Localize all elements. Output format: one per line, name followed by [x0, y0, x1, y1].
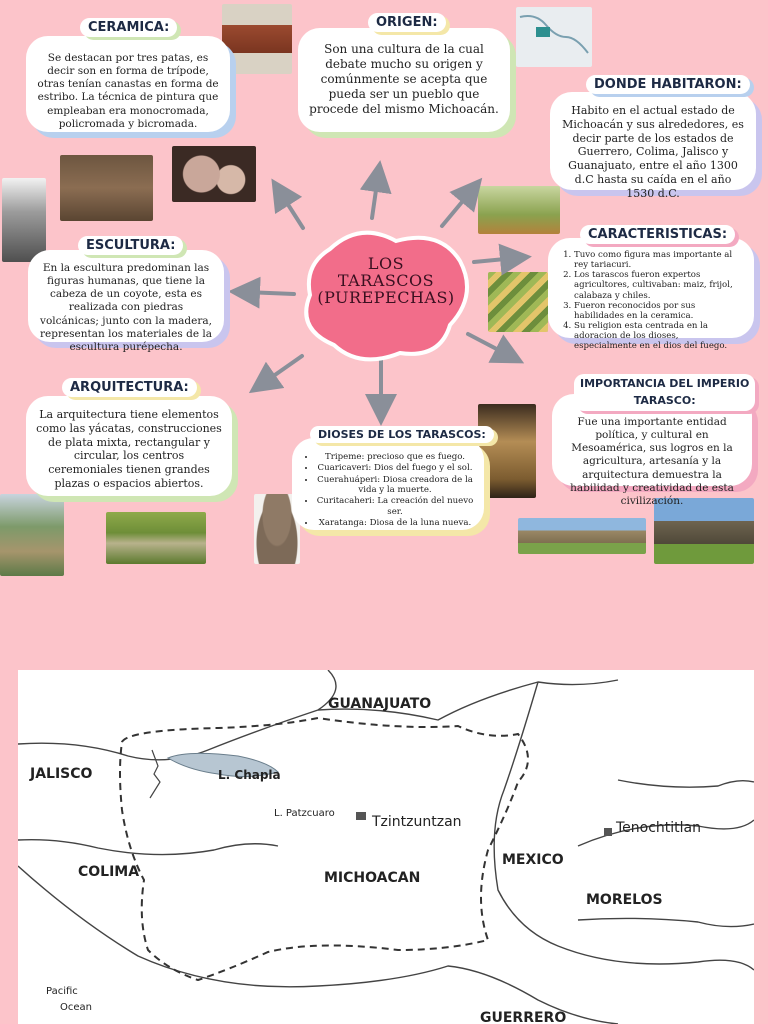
importancia-label-line2: TARASCO:: [633, 393, 696, 407]
dios-item: • Tripeme: precioso que es fuego.: [316, 452, 474, 462]
importancia-text: Fue una importante entidad política, y cultural en Mesoamérica, sus logros en la agricultura, artesanía y la arquitectura demuestra la habilidad y creatividad de esta civilización.: [570, 416, 734, 507]
importancia-label-line1: IMPORTANCIA DEL IMPERIO: [580, 377, 750, 390]
dios-item: • Curitacaheri: La creación del nuevo ser.: [316, 496, 474, 517]
map-label-morelos: MORELOS: [586, 892, 663, 908]
origen-label: ORIGEN:: [368, 13, 446, 32]
caracteristica-item: 2. Los tarascos fueron expertos agricultores, cultivaban: maiz, frijol, calabaza y chiles.: [574, 270, 744, 300]
caracteristicas-label: CARACTERISTICAS:: [580, 225, 735, 244]
ceramica-text: Se destacan por tres patas, es decir son en forma de trípode, otras tenían canastas en forma de estribo. La técnica de pintura que empleaban era monocromada, policromada y bicromada.: [37, 52, 219, 130]
dios-item: • Xaratanga: Diosa de la luna nueva.: [316, 518, 474, 528]
center-title-line1: LOS: [367, 254, 405, 273]
caracteristica-item: 3. Fueron reconocidos por sus habilidades en la ceramica.: [574, 301, 744, 321]
dioses-label: DIOSES DE LOS TARASCOS:: [310, 426, 494, 443]
caracteristicas-card: [548, 238, 754, 352]
map-label-guerrero: GUERRERO: [480, 1010, 567, 1024]
map-label-chapala: L. Chapla: [218, 768, 281, 782]
map-label-mexico: MEXICO: [502, 852, 564, 868]
donde-text: Habito en el actual estado de Michoacán y sus alrededores, es decir parte de los estados de Guerrero, Colima, Jalisco y Guanajuato, entre el año 1300 d.C hasta su caída en el año 1530 d.C.: [562, 104, 744, 200]
map-label-guanajuato: GUANAJUATO: [328, 696, 432, 712]
map-label-jalisco: JALISCO: [30, 766, 93, 782]
arquitectura-label: ARQUITECTURA:: [62, 378, 197, 397]
origen-card: [298, 28, 510, 132]
center-title-line3: (PUREPECHAS): [317, 287, 455, 307]
caracteristica-item: 4. Su religion esta centrada en la adoracion de los dioses, especialmente en el dios del fuego.: [574, 321, 744, 351]
map-label-tenochtitlan: Tenochtitlan: [616, 820, 702, 836]
dios-item: • Cuerahuáperi: Diosa creadora de la vida y la muerte.: [316, 475, 474, 496]
escultura-card: [28, 250, 224, 353]
donde-card: [550, 92, 756, 200]
ceramica-label: CERAMICA:: [80, 18, 177, 37]
map-label-tzintzuntzan: Tzintzuntzan: [372, 814, 462, 830]
map-label-ocean: Ocean: [60, 1002, 92, 1013]
ceramica-card: [26, 36, 230, 132]
arquitectura-card: [26, 396, 232, 496]
arquitectura-text: La arquitectura tiene elementos como las yácatas, construcciones de plata mixta, rectangular y circular, los centros ceremoniales tienen grandes plazas o espacios abiertos.: [36, 408, 222, 490]
dioses-list: [302, 452, 474, 528]
dioses-card: [292, 438, 484, 530]
caracteristica-item: 1. Tuvo como figura mas importante al rey tariacuri.: [574, 250, 744, 270]
escultura-text: En la escultura predominan las figuras humanas, que tiene la cabeza de un coyote, esta es realizada con piedras volcánicas; junto con la madera, representan los materiales de la escultura purépecha.: [39, 262, 212, 353]
escultura-label: ESCULTURA:: [78, 236, 183, 255]
caracteristicas-list: [558, 250, 744, 351]
map-label-patzcuaro: L. Patzcuaro: [274, 808, 335, 819]
center-title-line2: TARASCOS: [337, 270, 435, 290]
donde-label: DONDE HABITARON:: [586, 75, 750, 94]
map-label-michoacan: MICHOACAN: [324, 870, 421, 886]
map-label-pacific: Pacific: [46, 986, 78, 997]
dios-item: • Cuaricaveri: Dios del fuego y el sol.: [316, 463, 474, 473]
importancia-label: [574, 374, 755, 411]
center-title: [300, 256, 472, 306]
map-label-colima: COLIMA: [78, 864, 140, 880]
map-outlines: [18, 670, 754, 1024]
michoacan-map: [18, 670, 754, 1024]
origen-text: Son una cultura de la cual debate mucho su origen y comúnmente se acepta que pueda ser un pueblo que procede del mismo Michoacán.: [309, 42, 499, 116]
